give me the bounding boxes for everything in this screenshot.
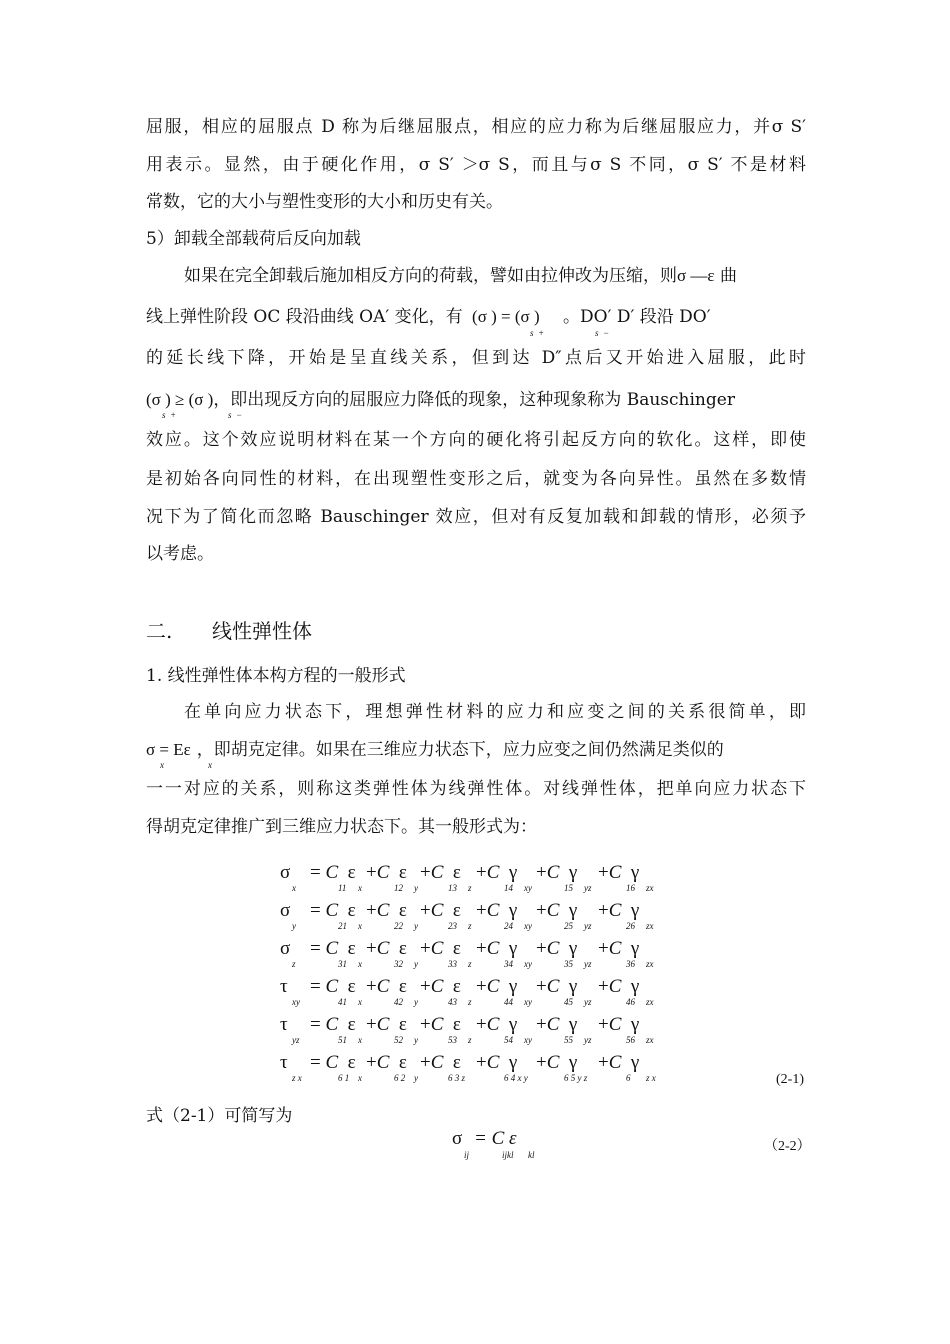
equation-subscript: 54 [504,1035,513,1045]
equation-subscript: yz [584,921,592,931]
equation-term: +C γ [476,938,518,959]
equation-subscript: 6 [626,1073,631,1083]
equation-subscript: 32 [394,959,403,969]
equation-subscript: 12 [394,883,403,893]
inline-inequality: (σ ) ≥ (σ ) [146,390,214,409]
equation-number: （2-2） [764,1139,811,1154]
equation-lhs: σ [452,1128,463,1149]
text-line: 用表示。显然，由于硬化作用，σ S′ ＞σ S，而且与σ S 不同，σ S′ 不是材料 [146,155,806,175]
equation-term: +C γ [536,938,578,959]
equation-subscript: z [468,997,472,1007]
equation-term: = C ε [310,938,356,959]
equation-term: = C ε [310,862,356,883]
text-line: 屈服，相应的屈服点 D 称为后继屈服点，相应的应力称为后继屈服应力，并σ S′ [146,117,806,137]
equation-subscript: 6 1 [338,1073,350,1083]
equation-subscript: y [414,1073,418,1083]
equation-subscript: x [358,1035,362,1045]
equation-subscript: 44 [504,997,513,1007]
equation-subscript: x [358,997,362,1007]
equation-term: +C ε [420,976,461,997]
equation-subscript: 11 [338,883,347,893]
equation-term: +C γ [536,1052,578,1073]
equation-subscript: z x [292,1073,302,1083]
equation-subscript: kl [528,1150,535,1160]
equation-subscript: yz [584,1035,592,1045]
list-item-heading: 5）卸载全部载荷后反向加载 [146,229,361,249]
text-line: 效应。这个效应说明材料在某一个方向的硬化将引起反方向的软化。这样，即使 [146,430,806,450]
equation-subscript: x [358,921,362,931]
inline-equation: (σ ) = (σ ) [472,307,540,326]
equation-term: +C γ [476,862,518,883]
equation-term: +C ε [420,900,461,921]
equation-subscript: z [468,959,472,969]
text-fragment: 。DO′ D′ 段沿 DO′ [563,307,711,327]
equation-term: +C γ [476,1052,518,1073]
equation-subscript: y [414,959,418,969]
equation-subscript: 45 [564,997,573,1007]
equation-subscript: zx [646,997,654,1007]
subscript-s-plus: s + [162,410,177,420]
equation-subscript: 6 2 [394,1073,406,1083]
text-line: 以考虑。 [146,544,214,564]
section-number: 二. [146,619,173,643]
equation-lhs: σ [280,862,291,883]
equation-term: +C γ [598,938,640,959]
equation-subscript: x [358,959,362,969]
equation-subscript: xy [524,997,532,1007]
subscript-s-minus: s − [228,410,243,420]
subsection-heading: 1. 线性弹性体本构方程的一般形式 [146,666,406,686]
text-line [184,264,806,288]
equation-subscript: 53 [448,1035,457,1045]
text-line [146,305,806,329]
equation-term: +C ε [366,900,407,921]
equation-subscript: y [414,1035,418,1045]
section-heading [146,618,312,644]
equation-subscript: 16 [626,883,635,893]
equation-subscript: 36 [626,959,635,969]
equation-subscript: y [414,921,418,931]
text-fragment: 线上弹性阶段 OC 段沿曲线 OA′ 变化，有 [146,307,463,327]
equation-term: +C ε [420,862,461,883]
equation-subscript: 33 [448,959,457,969]
equation-term: +C ε [420,1014,461,1035]
equation-term: +C γ [598,976,640,997]
equation-subscript: zx [646,883,654,893]
equation-subscript: yz [584,997,592,1007]
equation-subscript: z [468,1035,472,1045]
equation-subscript: 6 4 x y [504,1073,528,1083]
equation-lhs: σ [280,900,291,921]
equation-subscript: x [358,883,362,893]
equation-subscript: 13 [448,883,457,893]
equation-subscript: yz [584,883,592,893]
equation-term: +C ε [420,938,461,959]
text-fragment: ，即出现反方向的屈服应力降低的现象，这种现象称为 Bauschinger [213,390,735,410]
equation-subscript: xy [524,921,532,931]
equation-lhs: τ [280,1014,288,1035]
equation-number: (2-1) [776,1072,804,1087]
text-line: 况下为了简化而忽略 Bauschinger 效应，但对有反复加载和卸载的情形，必须予 [146,507,806,527]
equation-term: +C ε [366,976,407,997]
subscript-x: x [160,760,164,770]
equation-subscript: 51 [338,1035,347,1045]
equation-subscript: 6 5 y z [564,1073,588,1083]
equation-term: +C ε [420,1052,461,1073]
equation-subscript: 46 [626,997,635,1007]
equation-term: +C γ [598,862,640,883]
equation-subscript: zx [646,959,654,969]
equation-subscript: 6 3 z [448,1073,466,1083]
equation-term: +C γ [598,1014,640,1035]
equation-subscript: z x [646,1073,656,1083]
text-line: 得胡克定律推广到三维应力状态下。其一般形式为： [146,817,537,837]
equation-term: +C γ [476,976,518,997]
equation-subscript: 41 [338,997,347,1007]
equation-subscript: ij [464,1150,470,1160]
equation-term: +C γ [536,976,578,997]
equation-subscript: 56 [626,1035,635,1045]
equation-subscript: 52 [394,1035,403,1045]
text-line [146,738,806,762]
equation-subscript: 42 [394,997,403,1007]
equation-term: = C ε [310,900,356,921]
text-line: 是初始各向同性的材料，在出现塑性变形之后，就变为各向异性。虽然在多数情 [146,469,806,489]
equation-subscript: z [468,883,472,893]
equation-subscript: 26 [626,921,635,931]
equation-subscript: xy [524,1035,532,1045]
equation-subscript: 55 [564,1035,573,1045]
equation-subscript: 35 [564,959,573,969]
equation-term: +C ε [366,938,407,959]
text-line [146,388,806,412]
text-fragment: 曲 [714,266,737,286]
subscript-x: x [208,760,212,770]
text-line: 式（2-1）可简写为 [146,1106,293,1126]
equation-subscript: 22 [394,921,403,931]
equation-subscript: 23 [448,921,457,931]
equation-subscript: zx [646,1035,654,1045]
equation-subscript: 24 [504,921,513,931]
equation-subscript: xy [524,883,532,893]
equation-term: +C ε [366,1014,407,1035]
equation-subscript: 14 [504,883,513,893]
equation-lhs: τ [280,976,288,997]
equation-term: +C γ [476,900,518,921]
equation-subscript: 34 [504,959,513,969]
equation-subscript: z [468,921,472,931]
equation-term: +C ε [366,862,407,883]
text-fragment: 如果在完全卸载后施加相反方向的荷载，譬如由拉伸改为压缩，则 [184,266,677,286]
equation-subscript: 21 [338,921,347,931]
text-line: 常数，它的大小与塑性变形的大小和历史有关。 [146,192,503,212]
equation-subscript: 25 [564,921,573,931]
equation-subscript: 15 [564,883,573,893]
equation-subscript: yz [292,1035,300,1045]
equation-term: +C γ [598,1052,640,1073]
equation-lhs: σ [280,938,291,959]
subscript-s-plus: s + [530,328,545,338]
equation-term: +C γ [536,900,578,921]
equation-subscript: y [414,997,418,1007]
equation-subscript: zx [646,921,654,931]
equation-term: = C ε [310,976,356,997]
equation-subscript: yz [584,959,592,969]
text-line: 在单向应力状态下，理想弹性材料的应力和应变之间的关系很简单，即 [184,702,806,722]
equation-subscript: y [414,883,418,893]
equation-subscript: z [292,959,296,969]
equation-subscript: y [292,921,296,931]
equation-subscript: 31 [338,959,347,969]
equation-subscript: 43 [448,997,457,1007]
equation-term: = C ε [310,1052,356,1073]
hooke-equation: σ = Eε [146,740,191,759]
equation-term: +C ε [366,1052,407,1073]
section-title: 线性弹性体 [212,619,312,643]
equation-subscript: x [358,1073,362,1083]
equation-rhs: = C ε [474,1128,517,1149]
equation-term: +C γ [476,1014,518,1035]
equation-term: +C γ [536,862,578,883]
subscript-s-minus: s − [595,328,610,338]
text-fragment: ，即胡克定律。如果在三维应力状态下，应力应变之间仍然满足类似的 [196,740,724,760]
text-line: 的延长线下降，开始是呈直线关系，但到达 D″点后又开始进入屈服，此时 [146,348,806,368]
text-line: 一一对应的关系，则称这类弹性体为线弹性体。对线弹性体，把单向应力状态下 [146,779,806,799]
sigma-epsilon-symbol: σ —ε [677,266,715,285]
equation-term: +C γ [598,900,640,921]
equation-subscript: x [292,883,296,893]
equation-subscript: ijkl [502,1150,514,1160]
equation-term: +C γ [536,1014,578,1035]
equation-subscript: xy [524,959,532,969]
equation-lhs: τ [280,1052,288,1073]
equation-subscript: xy [292,997,300,1007]
equation-term: = C ε [310,1014,356,1035]
